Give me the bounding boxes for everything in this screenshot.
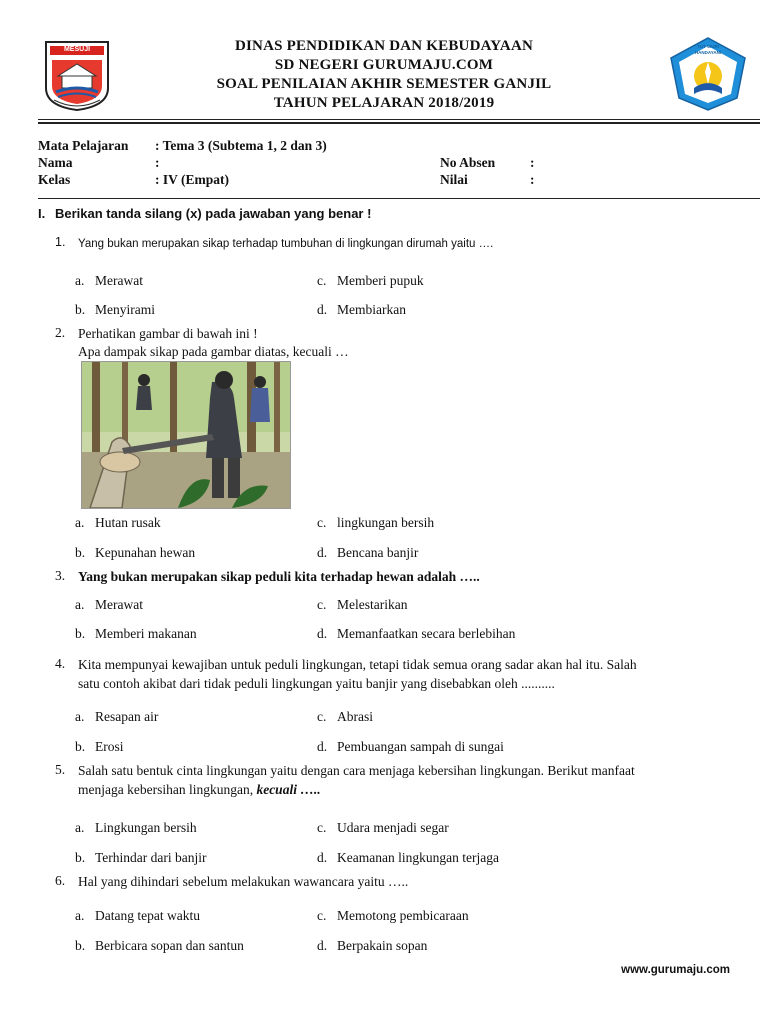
- question-4-option-b[interactable]: b. Erosi: [75, 739, 124, 754]
- question-5-option-b[interactable]: b. Terhindar dari banjir: [75, 850, 207, 865]
- mesuji-logo-text: MESUJI: [63, 46, 91, 53]
- question-4-option-d[interactable]: d. Pembuangan sampah di sungai: [317, 739, 504, 754]
- footer-url[interactable]: www.gurumaju.com: [621, 964, 730, 976]
- class-value: : IV (Empat): [155, 172, 229, 187]
- question-6-option-d[interactable]: d. Berpakain sopan: [317, 938, 428, 953]
- question-2-option-c[interactable]: c. lingkungan bersih: [317, 515, 435, 530]
- absen-label: No Absen: [440, 155, 496, 170]
- subject-label: Mata Pelajaran: [38, 138, 129, 153]
- question-4-text: Kita mempunyai kewajiban untuk peduli lingkungan, tetapi tidak semua orang sadar akan hal itu. Salah: [78, 657, 637, 672]
- meta-divider: [38, 198, 760, 199]
- question-5-option-a[interactable]: a. Lingkungan bersih: [75, 820, 197, 835]
- question-1-option-d[interactable]: d. Membiarkan: [317, 302, 406, 317]
- question-2-option-b[interactable]: b. Kepunahan hewan: [75, 545, 196, 560]
- subject-value: : Tema 3 (Subtema 1, 2 dan 3): [155, 138, 327, 153]
- question-4-option-a[interactable]: a. Resapan air: [75, 709, 159, 724]
- question-2-option-d[interactable]: d. Bencana banjir: [317, 545, 419, 560]
- tut-wuri-handayani-text: TUT WURI HANDAYANI: [694, 44, 722, 55]
- question-1-option-a[interactable]: a. Merawat: [75, 273, 143, 288]
- question-5-text: Salah satu bentuk cinta lingkungan yaitu dengan cara menjaga kebersihan lingkungan. Berikut manfaat: [78, 763, 635, 778]
- question-3-number: 3.: [55, 568, 66, 583]
- header-line-4: TAHUN PELAJARAN 2018/2019: [273, 95, 495, 111]
- question-1-number: 1.: [55, 235, 66, 249]
- question-1-option-c[interactable]: c. Memberi pupuk: [317, 273, 424, 288]
- question-5-number: 5.: [55, 762, 66, 777]
- question-3-option-a[interactable]: a. Merawat: [75, 597, 143, 612]
- question-2-number: 2.: [55, 325, 66, 340]
- question-5-subtext-emphasis: kecuali …..: [256, 782, 321, 797]
- header-line-1: DINAS PENDIDIKAN DAN KEBUDAYAAN: [234, 38, 534, 54]
- question-3-option-d[interactable]: d. Memanfaatkan secara berlebihan: [317, 626, 516, 641]
- question-2-option-a[interactable]: a. Hutan rusak: [75, 515, 161, 530]
- question-6-number: 6.: [55, 873, 66, 888]
- question-3-text: Yang bukan merupakan sikap peduli kita terhadap hewan adalah …..: [78, 569, 480, 584]
- question-2-subtext: Apa dampak sikap pada gambar diatas, kecuali …: [78, 344, 349, 359]
- header-divider-bottom: [38, 122, 760, 124]
- question-6-option-b[interactable]: b. Berbicara sopan dan santun: [75, 938, 244, 953]
- question-6-text: Hal yang dihindari sebelum melakukan wawancara yaitu …..: [78, 874, 409, 889]
- question-1-option-b[interactable]: b. Menyirami: [75, 302, 155, 317]
- question-1-text: Yang bukan merupakan sikap terhadap tumbuhan di lingkungan dirumah yaitu ….: [78, 238, 494, 250]
- question-4-subtext: satu contoh akibat dari tidak peduli lingkungan yaitu banjir yang disebabkan oleh ..........: [78, 676, 555, 691]
- header-line-3: SOAL PENILAIAN AKHIR SEMESTER GANJIL: [216, 76, 552, 92]
- absen-value: :: [530, 155, 535, 170]
- question-5-option-d[interactable]: d. Keamanan lingkungan terjaga: [317, 850, 499, 865]
- question-4-option-c[interactable]: c. Abrasi: [317, 709, 373, 724]
- name-value: :: [155, 155, 160, 170]
- header-line-2: SD NEGERI GURUMAJU.COM: [274, 57, 494, 73]
- name-label: Nama: [38, 155, 73, 170]
- question-4-number: 4.: [55, 656, 66, 671]
- question-3-option-b[interactable]: b. Memberi makanan: [75, 626, 197, 641]
- tree-cutting-illustration: [81, 361, 291, 509]
- question-3-option-c[interactable]: c. Melestarikan: [317, 597, 408, 612]
- class-label: Kelas: [38, 172, 71, 187]
- question-5-subtext: [78, 781, 321, 799]
- question-6-option-a[interactable]: a. Datang tepat waktu: [75, 908, 200, 923]
- header-divider-top: [38, 119, 760, 120]
- question-6-option-c[interactable]: c. Memotong pembicaraan: [317, 908, 469, 923]
- section-instruction: Berikan tanda silang (x) pada jawaban yang benar !: [55, 206, 372, 221]
- nilai-label: Nilai: [440, 172, 468, 187]
- question-2-text: Perhatikan gambar di bawah ini !: [78, 326, 258, 341]
- question-5-subtext-plain: menjaga kebersihan lingkungan,: [78, 782, 254, 797]
- section-number: I.: [38, 206, 46, 221]
- nilai-value: :: [530, 172, 535, 187]
- question-5-option-c[interactable]: c. Udara menjadi segar: [317, 820, 449, 835]
